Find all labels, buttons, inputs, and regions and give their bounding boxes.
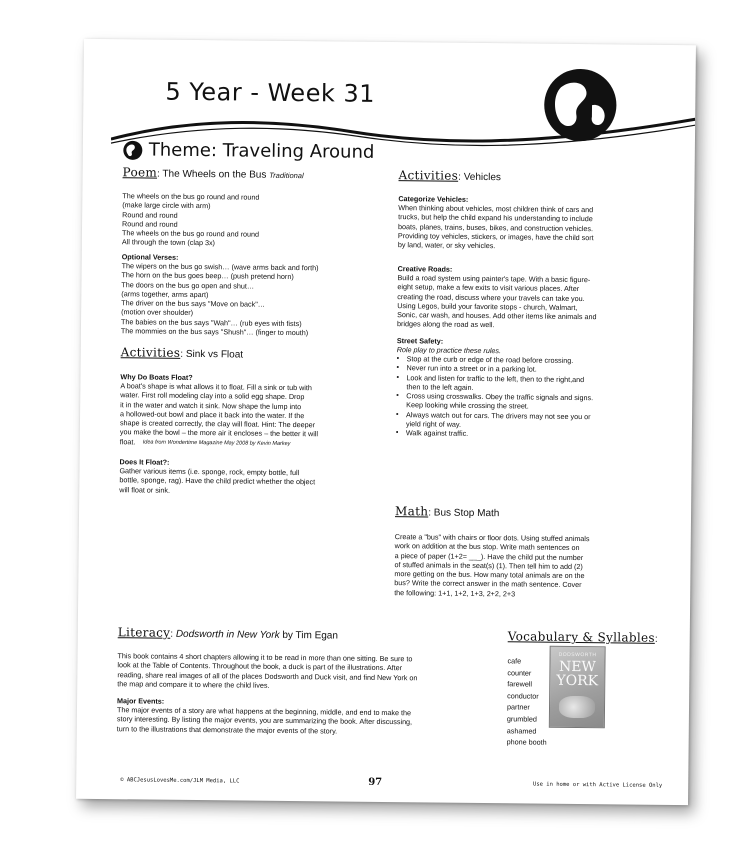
safety-item: ▪ Always watch out for cars. The drivers may not see you or yield right of way. (396, 410, 674, 432)
book-cover-line3: YORK (556, 672, 599, 690)
literacy-book-title: Dodsworth in New York (175, 628, 280, 641)
theme-row (123, 139, 375, 163)
safety-item: ▪ Look and listen for traffic to the left, then to the right,and then to the left again. (396, 373, 674, 395)
vocab-word: grumbled (506, 714, 537, 724)
math-text: Create a "bus" with chairs or floor dots. Using stuffed animals work on addition at the bus stop. Write math sentences on a piece of paper (1+2= ___). Have the child put the number of stuffed animals in the seat(s) (1). Then tell him to add (2) more getting on the bus. How many total animals are on the bus? Write the correct answer in the math sentence. Cover the following: 1+1, 1+2, 1+3, 2+2, 2+3 (394, 532, 590, 599)
categorize-vehicles-label: Categorize Vehicles: (398, 194, 469, 204)
book-cover-line1: DODSWORTH (558, 651, 597, 659)
idea-credit: Idea from Wondertime Magazine May 2008 by Kevin Markey (142, 439, 291, 448)
why-boats-float-text: A boat's shape is what allows it to float. Fill a sink or tub with water. First roll modeling clay into a solid egg shape. Drop it in the water and watch it sink. Now shape the lump into a hollowed-out bowl and place it back into the water. If the shape is created correctly, the clay will float. Hint: The deeper you make the bowl – the more air it encloses – the better it will float. (119, 381, 319, 447)
optional-verses-label: Optional Verses: (121, 252, 179, 262)
street-safety-intro: Role play to practice these rules. (396, 345, 502, 356)
book-cover-illustration (559, 696, 595, 718)
sink-float-heading-label: Activities (120, 345, 181, 360)
literacy-heading-label: Literacy (117, 625, 171, 640)
week-title: 5 Year - Week 31 (165, 77, 376, 108)
vocab-word: phone booth (506, 737, 547, 747)
creative-roads-text: Build a road system using painter's tape. With a basic figure- eight setup, make a few exits to visit various places. After creating the road, discuss where your travels can take you. Using Legos, build your favorite stops - church, Walmart, Sonic, car wash, and houses. Add other items like animals and bridges along the road as well. (396, 273, 597, 330)
vehicles-heading (399, 168, 502, 183)
categorize-vehicles-text: When thinking about vehicles, most children think of cars and trucks, but help the child expand his understanding to include boats, planes, trains, buses, bikes, and construction vehicles. Providing toy vehicles, stickers, or images, have the child sort by land, water, or sky vehicles. (397, 203, 594, 251)
footer-license: Use in home or with Active License Only (533, 781, 663, 789)
book-cover-line2: NEW (558, 658, 596, 676)
math-heading (395, 504, 500, 519)
safety-item: ▪ Walk against traffic. (396, 428, 674, 440)
why-boats-float-label: Why Do Boats Float? (120, 372, 193, 382)
literacy-title-suffix: by Tim Egan (279, 629, 339, 642)
vocab-list (507, 655, 548, 748)
vocab-word: conductor (507, 691, 539, 701)
sink-float-title: : Sink vs Float (180, 348, 244, 361)
page-number: 97 (368, 776, 383, 788)
vocab-word: ashamed (506, 725, 537, 736)
math-title: : Bus Stop Math (428, 507, 500, 520)
does-it-float-text: Gather various items (i.e. sponge, rock, empty bottle, full bottle, sponge, rag). Have the child predict whether the object will float or sink. (119, 466, 316, 495)
worksheet-page (76, 39, 696, 805)
vocab-heading-label: Vocabulary & Syllables (507, 629, 655, 645)
vehicles-title: : Vehicles (458, 171, 502, 184)
safety-item: ▪ Never run into a street or in a parking lot. (397, 363, 675, 375)
optional-verses: The wipers on the bus go swish… (wave arms back and forth) The horn on the bus goes beep… (push pretend horn) The doors on the bus go open and shut… (arms together, arms apart) The driver on the bus says "Move on back"… (motion over shoulder) The babies on the bus says "Wah"… (rub eyes with fists) The mommies on the bus says "Shush"… (finger to mouth) (120, 261, 319, 338)
does-it-float-label: Does It Float?: (119, 457, 170, 467)
vehicles-heading-label: Activities (398, 168, 459, 183)
major-events-text: The major events of a story are what happens at the beginning, middle, and end to make the story interesting. By listing the major events, you are summarizing the book. After discussing, turn to the illustrations that demonstrate the major events of the story. (116, 705, 413, 736)
poem-heading (123, 165, 304, 181)
safety-item: ▪ Stop at the curb or edge of the road before crossing. (397, 354, 675, 366)
theme-title: Theme: Traveling Around (148, 139, 375, 163)
literacy-heading (118, 625, 338, 641)
safety-item: ▪ Cross using crosswalks. Obey the traffic signals and signs. Keep looking while crossing the street. (396, 391, 674, 413)
math-heading-label: Math (394, 504, 429, 519)
footer-copyright: © ABCJesusLovesMe.com/JLM Media, LLC (120, 777, 240, 785)
vocab-heading-colon: : (654, 633, 658, 645)
major-events-label: Major Events: (117, 696, 165, 706)
sink-float-heading (121, 345, 244, 360)
poem-subtitle: Traditional (269, 170, 304, 181)
globe-icon (541, 66, 620, 145)
literacy-title-prefix: : (170, 628, 176, 640)
literacy-text: This book contains 4 short chapters allowing it to be read in more than one sitting. Be sure to look at the Table of Contents. Throughout the book, a duck is part of the illustrations. After reading, share real images of all of the places Dodsworth and Duck visit, and find New York on the map and compare it to where the child lives. (117, 651, 418, 690)
poem-title: : The Wheels on the Bus (157, 168, 267, 181)
creative-roads-label: Creative Roads: (397, 264, 453, 274)
vocab-word: partner (506, 702, 530, 712)
vocab-word: cafe (507, 656, 522, 666)
book-cover-image (549, 646, 606, 729)
vocab-heading (508, 629, 658, 645)
vocab-word: counter (507, 667, 532, 678)
poem-verse: The wheels on the bus go round and round (make large circle with arm) Round and round Round and round The wheels on the bus go round and round All through the town (clap 3x) (121, 191, 260, 248)
street-safety-label: Street Safety: (396, 336, 444, 346)
small-globe-icon (123, 140, 143, 160)
street-safety-list (396, 354, 675, 441)
poem-heading-label: Poem (122, 165, 158, 180)
vocab-word: farewell (507, 679, 533, 689)
